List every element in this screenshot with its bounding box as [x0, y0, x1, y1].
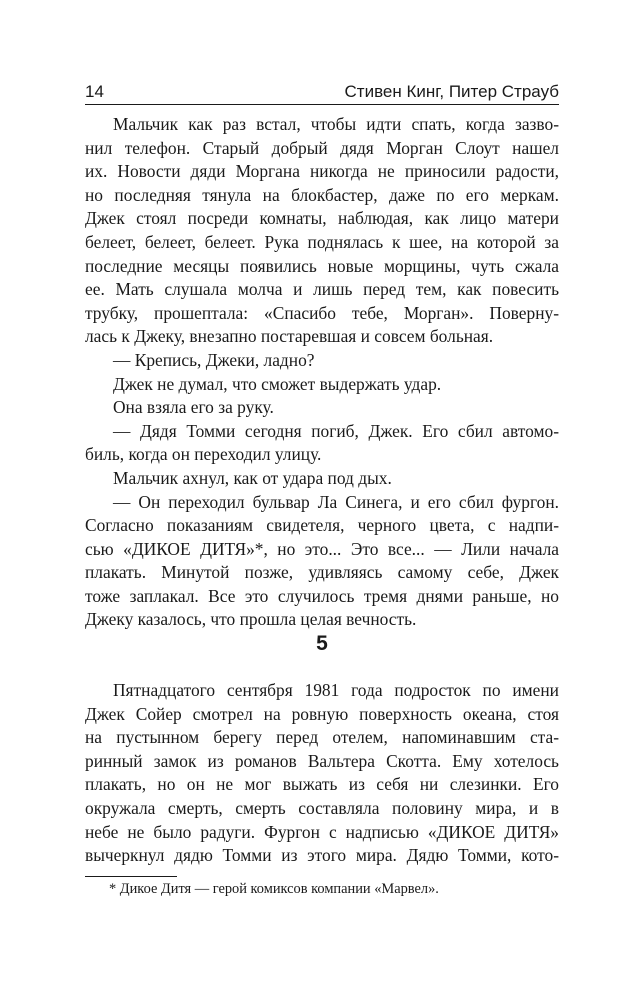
- text-line: но последняя тянула на блокбастер, даже по его меркам.: [85, 184, 559, 205]
- text-line: небе не было радуги. Фургон с надписью «ДИКОЕ ДИТЯ»: [85, 821, 559, 842]
- body-text-bottom: [85, 679, 559, 868]
- text-line: их. Новости дяди Моргана никогда не приносили радости,: [85, 161, 559, 182]
- text-line: белеет, белеет, белеет. Рука поднялась к шее, на которой за: [85, 231, 559, 252]
- text-line: Мальчик как раз встал, чтобы идти спать, когда зазво-: [113, 114, 559, 134]
- text-line: сью «ДИКОЕ ДИТЯ»*, но это... Это все... — Лили начала: [85, 538, 559, 559]
- text-line: Пятнадцатого сентября 1981 года подросток по имени: [113, 680, 559, 700]
- text-line: лась к Джеку, внезапно постаревшая и совсем больная.: [85, 326, 494, 347]
- text-line: — Крепись, Джеки, ладно?: [113, 349, 315, 370]
- text-line: Она взяла его за руку.: [113, 397, 274, 418]
- text-line: Согласно показаниям свидетеля, черного цвета, с надпи-: [85, 515, 559, 536]
- footnote: * Дикое Дитя — герой комиксов компании «Марвел».: [109, 881, 439, 897]
- chapter-number: 5: [316, 632, 328, 655]
- text-line: Мальчик ахнул, как от удара под дых.: [113, 467, 392, 488]
- text-line: плакать, но он не мог выжать из себя ни слезинки. Его: [85, 774, 559, 795]
- text-line: Джек Сойер смотрел на ровную поверхность океана, стоя: [85, 703, 559, 724]
- page-header: [85, 80, 559, 105]
- footnote-divider: [85, 876, 177, 877]
- text-line: плакать. Минутой позже, удивляясь самому себе, Джек: [85, 562, 559, 583]
- running-title: Стивен Кинг, Питер Страуб: [344, 82, 559, 101]
- text-line: — Он переходил бульвар Ла Синега, и его сбил фургон.: [113, 491, 559, 512]
- text-line: Джек не думал, что сможет выдержать удар.: [113, 373, 442, 394]
- text-line: Джек стоял посреди комнаты, наблюдая, как лицо матери: [85, 208, 559, 229]
- text-line: нил телефон. Старый добрый дядя Морган Слоут нашел: [85, 137, 559, 158]
- text-line: биль, когда он переходил улицу.: [85, 444, 322, 465]
- text-line: на пустынном берегу перед отелем, напоминавшим ста-: [85, 727, 559, 748]
- text-line: вычеркнул дядю Томми из этого мира. Дядю Томми, кото-: [85, 845, 559, 866]
- text-line: ее. Мать слушала молча и лишь перед тем, как повесить: [85, 279, 559, 300]
- text-line: трубку, прошептала: «Спасибо тебе, Морган». Поверну-: [85, 302, 559, 323]
- text-line: тоже заплакал. Все это случилось тремя днями раньше, но: [85, 585, 559, 606]
- text-line: окружала смерть, смерть составляла половину мира, и в: [85, 797, 559, 818]
- text-line: — Дядя Томми сегодня погиб, Джек. Его сбил автомо-: [113, 420, 559, 441]
- text-line: ринный замок из романов Вальтера Скотта. Ему хотелось: [85, 750, 559, 771]
- page-number: 14: [85, 82, 104, 101]
- text-line: Джеку казалось, что прошла целая вечность.: [85, 609, 417, 630]
- text-line: последние месяцы появились новые морщины, чуть сжала: [85, 255, 559, 276]
- body-text-top: [85, 113, 559, 632]
